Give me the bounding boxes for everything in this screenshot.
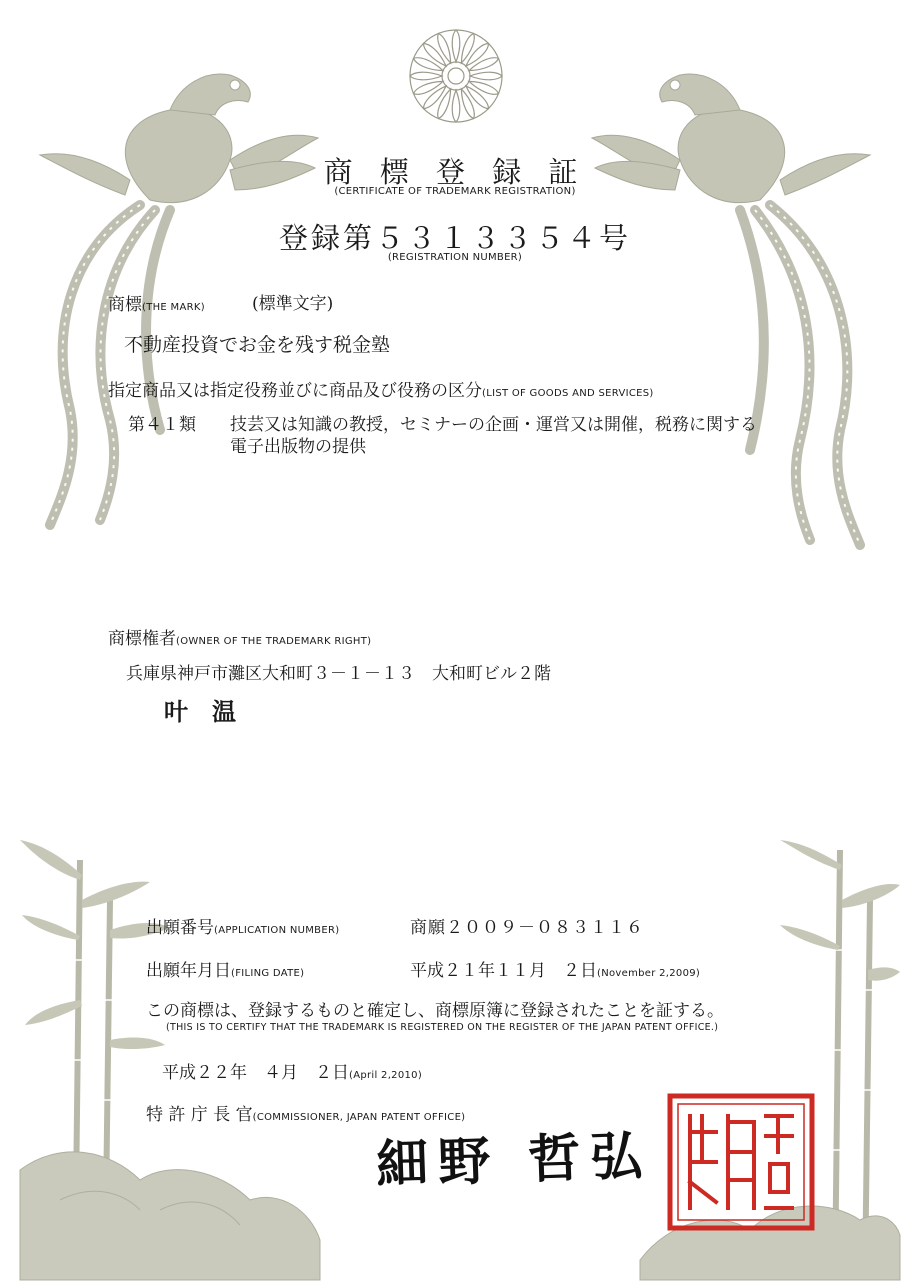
owner-label: 商標権者 [108,629,176,649]
mark-type: (標準文字) [252,294,334,314]
owner-name: 叶 温 [164,697,236,726]
filing-date-en: (November 2,2009) [597,968,701,979]
goods-line-1: 技芸又は知識の教授，セミナーの企画・運営又は開催，税務に関する [230,415,757,435]
mark-text: 不動産投資でお金を残す税金塾 [124,334,391,356]
certificate-title-en: (CERTIFICATE OF TRADEMARK REGISTRATION) [334,186,576,197]
registration-date-row [162,1058,422,1083]
registration-number: 登録第５３１３３５４号 [278,221,631,255]
commissioner-label: 特 許 庁 長 官 [146,1105,253,1125]
right-phoenix-ornament-icon [590,30,880,550]
certificate-title: 商 標 登 録 証 [323,155,587,189]
goods-label-en: (LIST OF GOODS AND SERVICES) [482,388,654,399]
chrysanthemum-crest-icon [406,26,506,126]
certify-text: この商標は、登録するものと確定し、商標原簿に登録されたことを証する。 [146,1001,724,1021]
commissioner-label-en: (COMMISSIONER, JAPAN PATENT OFFICE) [252,1112,466,1123]
mark-label-en: (THE MARK) [142,302,205,313]
application-label-en: (APPLICATION NUMBER) [214,925,340,936]
application-label-row [146,913,339,938]
official-seal-icon [666,1092,816,1232]
certify-text-en: (THIS IS TO CERTIFY THAT THE TRADEMARK IS REGISTERED ON THE REGISTER OF THE JAPAN PATENT OFFICE.) [166,1022,719,1033]
filing-date: 平成２１年１１月 ２日 [410,961,597,981]
goods-class: 第４１類 [128,415,196,435]
goods-label: 指定商品又は指定役務並びに商品及び役務の区分 [108,381,482,401]
filing-label-en: (FILING DATE) [231,968,305,979]
filing-date-row [410,956,700,981]
application-label: 出願番号 [146,918,214,938]
mark-label: 商標 [108,295,142,315]
registration-number-en: (REGISTRATION NUMBER) [387,252,523,263]
owner-label-en: (OWNER OF THE TRADEMARK RIGHT) [176,636,372,647]
application-number: 商願２００９－０８３１１６ [410,918,644,938]
registration-date: 平成２２年 ４月 ２日 [162,1063,349,1083]
commissioner-signature: 細野 哲弘 [375,1125,654,1196]
owner-label-row [108,624,371,649]
filing-label: 出願年月日 [146,961,231,981]
filing-label-row [146,956,304,981]
goods-line-2: 電子出版物の提供 [230,437,366,457]
owner-address: 兵庫県神戸市灘区大和町３－１－１３ 大和町ビル２階 [126,664,551,684]
goods-label-row [108,376,654,401]
registration-date-en: (April 2,2010) [349,1070,423,1081]
mark-label-row [108,290,205,315]
